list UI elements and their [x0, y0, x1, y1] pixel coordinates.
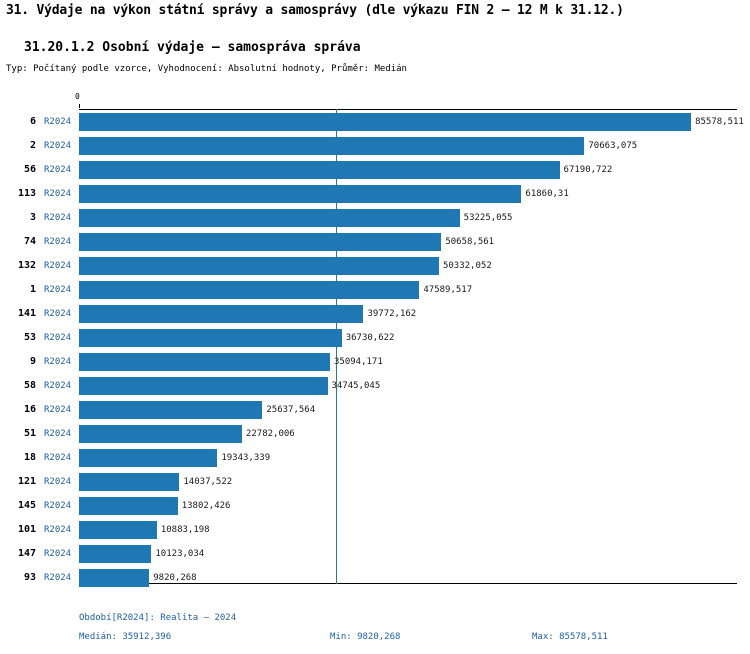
bar-value-label: 25637,564 [266, 405, 316, 415]
bar-value-label: 36730,622 [345, 333, 395, 343]
chart-row [0, 230, 750, 254]
bar-value-label: 50332,052 [442, 261, 492, 271]
row-index-label: 113 [17, 188, 36, 199]
row-index-label: 1 [29, 284, 36, 295]
bar-value-label: 85578,511 [695, 117, 744, 127]
chart-row [0, 470, 750, 494]
bar[interactable] [79, 449, 217, 467]
bar[interactable] [79, 377, 328, 395]
bar[interactable] [79, 473, 179, 491]
bar[interactable] [79, 113, 691, 131]
axis-tick-label-0: 0 [75, 92, 80, 101]
bar[interactable] [79, 185, 521, 203]
bar-value-label: 34745,045 [331, 381, 381, 391]
bar[interactable] [79, 281, 419, 299]
row-index-label: 9 [29, 356, 36, 367]
row-category-label: R2024 [44, 405, 72, 415]
bar[interactable] [79, 521, 157, 539]
bar[interactable] [79, 257, 439, 275]
bar[interactable] [79, 305, 363, 323]
row-index-label: 132 [17, 260, 36, 271]
row-category-label: R2024 [44, 285, 72, 295]
chart-row [0, 134, 750, 158]
bar[interactable] [79, 209, 460, 227]
chart-row [0, 494, 750, 518]
row-index-label: 56 [23, 164, 36, 175]
bar[interactable] [79, 497, 178, 515]
row-index-label: 16 [23, 404, 36, 415]
chart-row [0, 182, 750, 206]
footer-median: Medián: 35912,396 [79, 632, 172, 642]
chart-row [0, 542, 750, 566]
chart-row [0, 422, 750, 446]
bar[interactable] [79, 401, 262, 419]
legend-period: Období[R2024]: Realita – 2024 [79, 613, 237, 623]
bar-value-label: 13802,426 [181, 501, 231, 511]
row-index-label: 147 [17, 548, 36, 559]
chart-row [0, 302, 750, 326]
row-category-label: R2024 [44, 501, 72, 511]
bar-value-label: 9820,268 [153, 573, 197, 583]
row-category-label: R2024 [44, 357, 72, 367]
chart-type-line: Typ: Počítaný podle vzorce, Vyhodnocení: Absolutní hodnoty, Průměr: Medián [6, 64, 407, 74]
row-category-label: R2024 [44, 525, 72, 535]
row-category-label: R2024 [44, 141, 72, 151]
chart-row [0, 446, 750, 470]
row-index-label: 101 [17, 524, 36, 535]
chart-row [0, 110, 750, 134]
row-index-label: 58 [23, 380, 36, 391]
row-index-label: 6 [29, 116, 36, 127]
row-index-label: 3 [29, 212, 36, 223]
bar[interactable] [79, 569, 149, 587]
bar[interactable] [79, 329, 342, 347]
chart-row [0, 374, 750, 398]
bar-value-label: 47589,517 [423, 285, 473, 295]
row-category-label: R2024 [44, 549, 72, 559]
chart-row [0, 566, 750, 590]
bar-value-label: 10883,198 [160, 525, 210, 535]
row-category-label: R2024 [44, 453, 72, 463]
chart-row [0, 350, 750, 374]
bar[interactable] [79, 545, 151, 563]
chart-subtitle: 31.20.1.2 Osobní výdaje – samospráva správa [24, 40, 361, 55]
bar-value-label: 35094,171 [333, 357, 383, 367]
row-category-label: R2024 [44, 477, 72, 487]
bar[interactable] [79, 425, 242, 443]
bar-value-label: 39772,162 [367, 309, 417, 319]
row-index-label: 51 [23, 428, 36, 439]
row-index-label: 74 [23, 236, 36, 247]
bar[interactable] [79, 353, 330, 371]
footer-max: Max: 85578,511 [532, 632, 608, 642]
row-index-label: 93 [23, 572, 36, 583]
row-category-label: R2024 [44, 189, 72, 199]
chart-row [0, 254, 750, 278]
row-category-label: R2024 [44, 573, 72, 583]
bar-value-label: 61860,31 [525, 189, 569, 199]
chart-row [0, 206, 750, 230]
chart-row [0, 158, 750, 182]
bar-value-label: 53225,055 [463, 213, 513, 223]
row-category-label: R2024 [44, 213, 72, 223]
row-category-label: R2024 [44, 261, 72, 271]
row-category-label: R2024 [44, 429, 72, 439]
row-category-label: R2024 [44, 333, 72, 343]
axis-tick-mark [79, 104, 80, 108]
bar[interactable] [79, 137, 584, 155]
bar[interactable] [79, 233, 441, 251]
bar-value-label: 19343,339 [221, 453, 271, 463]
row-index-label: 145 [17, 500, 36, 511]
row-category-label: R2024 [44, 117, 72, 127]
row-category-label: R2024 [44, 309, 72, 319]
chart-row [0, 326, 750, 350]
page-title: 31. Výdaje na výkon státní správy a samosprávy (dle výkazu FIN 2 – 12 M k 31.12.) [6, 3, 624, 18]
bar-value-label: 10123,034 [155, 549, 205, 559]
row-category-label: R2024 [44, 237, 72, 247]
row-category-label: R2024 [44, 165, 72, 175]
row-index-label: 18 [23, 452, 36, 463]
chart-row [0, 518, 750, 542]
row-index-label: 53 [23, 332, 36, 343]
bar[interactable] [79, 161, 560, 179]
chart-row [0, 398, 750, 422]
bar-value-label: 22782,006 [245, 429, 295, 439]
chart-row [0, 278, 750, 302]
row-index-label: 121 [17, 476, 36, 487]
bar-value-label: 67190,722 [563, 165, 613, 175]
chart-plot-area [0, 92, 750, 604]
row-index-label: 2 [29, 140, 36, 151]
row-category-label: R2024 [44, 381, 72, 391]
row-index-label: 141 [17, 308, 36, 319]
bar-value-label: 50658,561 [445, 237, 495, 247]
footer-min: Min: 9820,268 [330, 632, 401, 642]
bar-value-label: 14037,522 [183, 477, 233, 487]
bar-value-label: 70663,075 [588, 141, 638, 151]
